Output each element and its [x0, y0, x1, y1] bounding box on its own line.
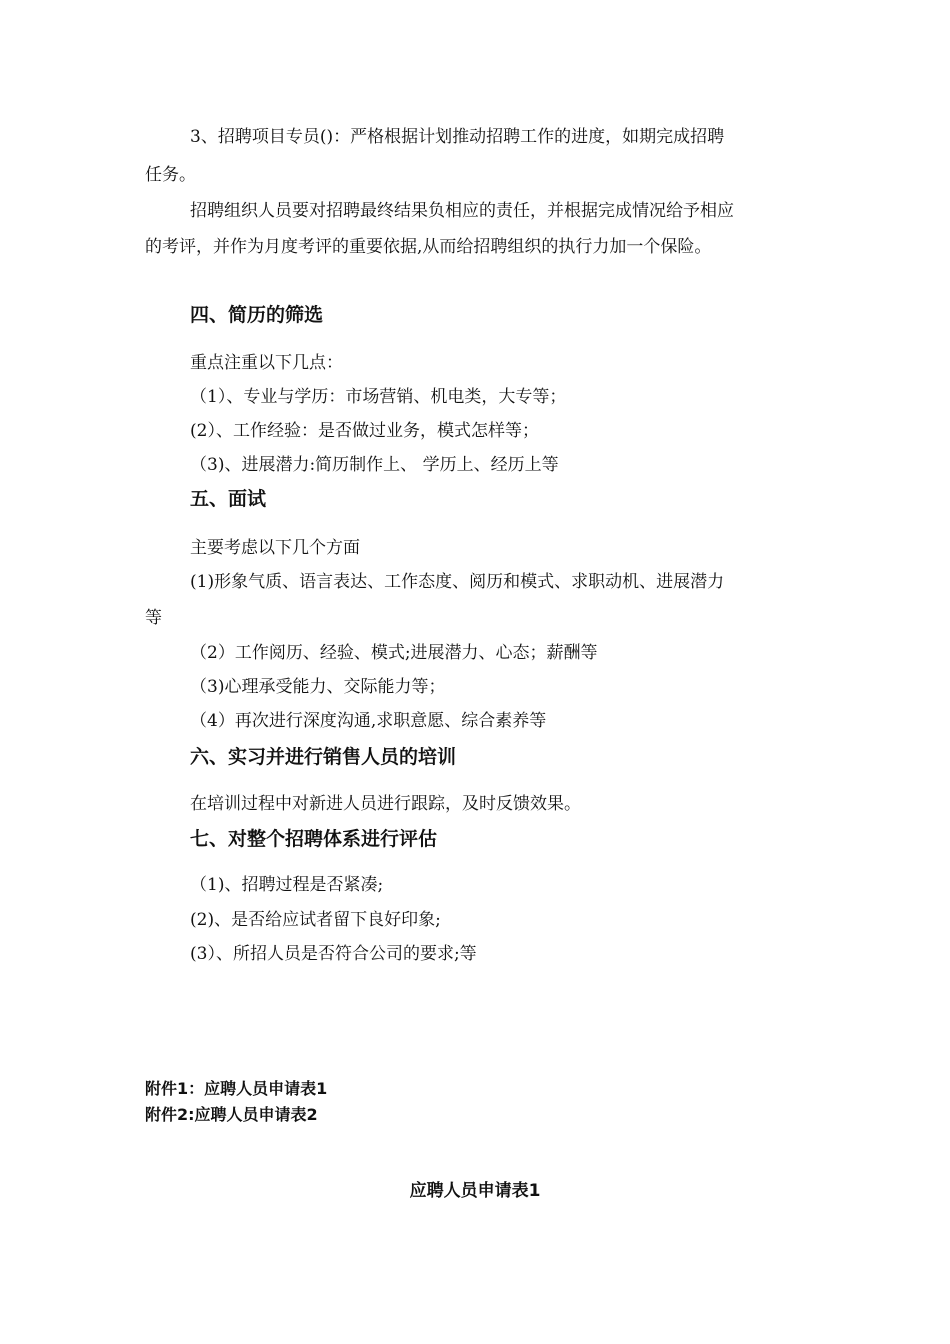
- attachment-1: 附件1：应聘人员申请表1: [145, 1079, 328, 1098]
- section4-intro: 重点注重以下几点：: [190, 353, 343, 373]
- form-title: 应聘人员申请表1: [409, 1181, 541, 1201]
- section4-item-1: （1）、专业与学历：市场营销、机电类，大专等；: [190, 387, 567, 407]
- section4-heading: 四、简历的筛选: [190, 304, 324, 326]
- section7-item-3: (3）、所招人员是否符合公司的要求;等: [190, 944, 477, 964]
- item3-line1: 3、招聘项目专员()：严格根据计划推动招聘工作的进度，如期完成招聘: [190, 127, 725, 147]
- attachment-2: 附件2:应聘人员申请表2: [145, 1105, 318, 1124]
- section4-item-3: （3)、进展潜力:简历制作上、 学历上、经历上等: [190, 455, 559, 475]
- section5-intro: 主要考虑以下几个方面: [190, 538, 360, 558]
- item3-line2: 任务。: [145, 165, 196, 185]
- section5-item1-line2: 等: [145, 608, 162, 628]
- section7-item-1: （1)、招聘过程是否紧凑;: [190, 875, 384, 895]
- section6-heading: 六、实习并进行销售人员的培训: [190, 746, 457, 768]
- section6-text: 在培训过程中对新进人员进行跟踪，及时反馈效果。: [190, 794, 581, 814]
- section5-item1-line1: (1)形象气质、语言表达、工作态度、阅历和模式、求职动机、进展潜力: [190, 572, 725, 592]
- section5-item-4: （4）再次进行深度沟通,求职意愿、综合素养等: [190, 711, 547, 731]
- section7-item-2: (2)、是否给应试者留下良好印象;: [190, 910, 441, 930]
- responsibility-paragraph-line1: 招聘组织人员要对招聘最终结果负相应的责任，并根据完成情况给予相应: [190, 201, 734, 221]
- section4-item-2: (2）、工作经验：是否做过业务，模式怎样等；: [190, 421, 539, 441]
- section5-item-2: （2）工作阅历、经验、模式;进展潜力、心态；薪酬等: [190, 643, 598, 663]
- section5-item-3: （3)心理承受能力、交际能力等；: [190, 677, 446, 697]
- responsibility-paragraph-line2: 的考评，并作为月度考评的重要依据,从而给招聘组织的执行力加一个保险。: [145, 237, 712, 257]
- section7-heading: 七、对整个招聘体系进行评估: [190, 828, 438, 850]
- section5-heading: 五、面试: [190, 488, 267, 510]
